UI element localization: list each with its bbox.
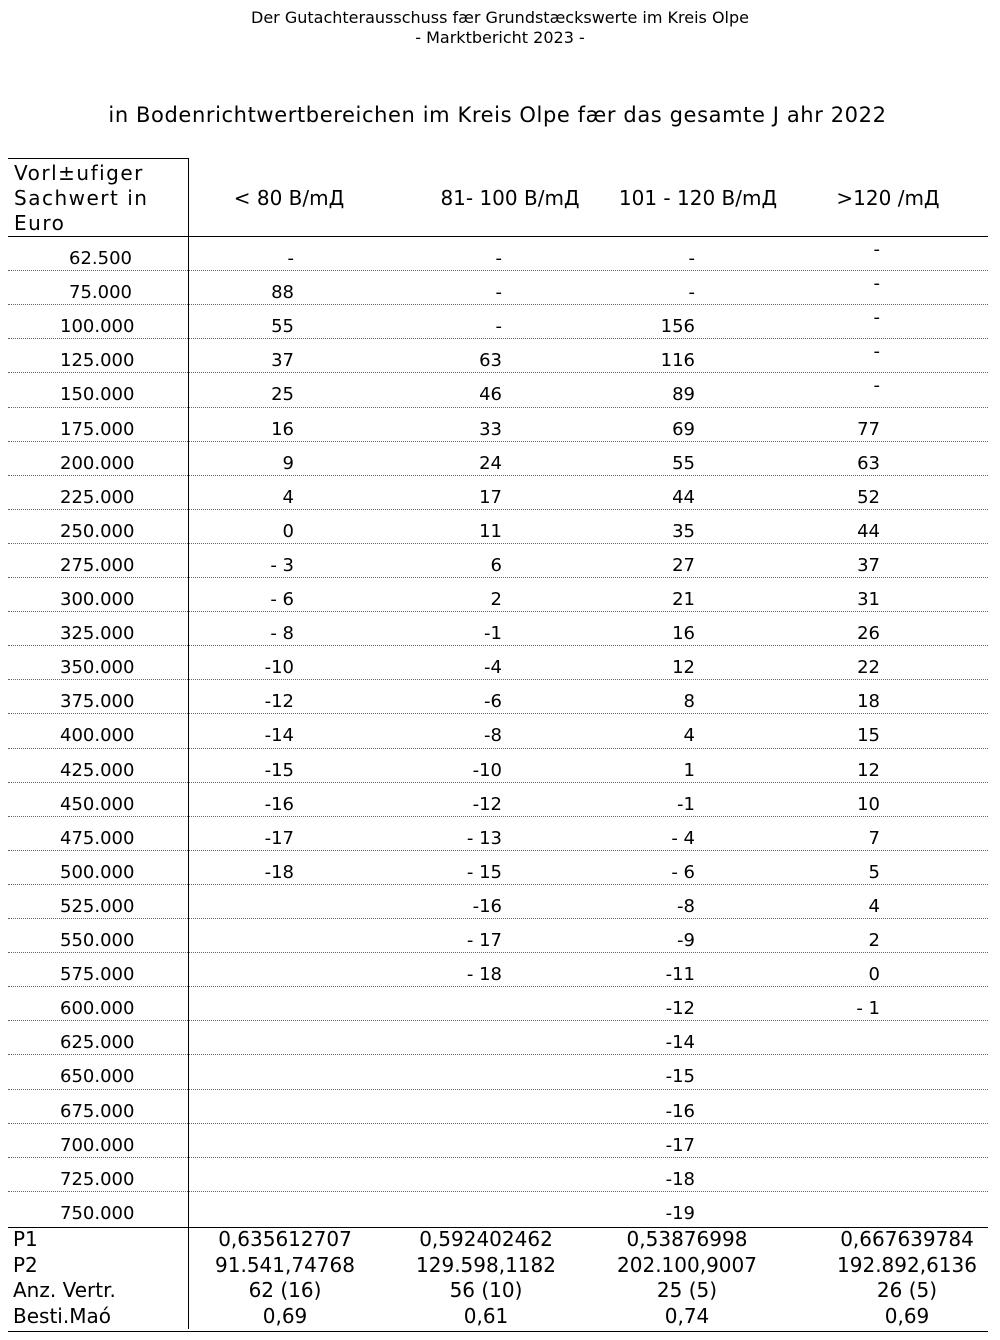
row-separator [8, 918, 988, 919]
row-separator [8, 986, 988, 987]
table-cell: 63 [479, 350, 502, 372]
row-separator [8, 304, 988, 305]
footer-cell: 0,69 [262, 1303, 308, 1328]
table-cell: 24 [479, 452, 502, 474]
row-label: 225.000 [60, 486, 135, 508]
footer-label: P2 [13, 1252, 38, 1277]
table-cell: -16 [264, 793, 294, 815]
table-cell: 18 [857, 691, 880, 713]
table-cell: -12 [665, 998, 695, 1020]
footer-label: Besti.Maó [13, 1303, 111, 1328]
table-cell: 4 [683, 725, 695, 747]
table-cell: 55 [672, 452, 695, 474]
table-cell: 10 [857, 793, 880, 815]
row-separator [8, 407, 988, 408]
row-label: 575.000 [60, 964, 135, 986]
footer-cell: 0,635612707 [218, 1227, 352, 1251]
table-cell: -10 [472, 759, 502, 781]
table-cell: 2 [490, 589, 502, 610]
table-cell: -14 [665, 1032, 695, 1054]
row-label: 500.000 [60, 861, 135, 883]
row-separator [8, 543, 988, 544]
table-cell: -8 [677, 895, 695, 917]
footer-cell: 0,69 [884, 1303, 930, 1328]
table-cell: 12 [672, 657, 695, 679]
table-cell: 4 [868, 895, 880, 917]
row-label: 400.000 [60, 725, 135, 747]
row-label: 250.000 [60, 520, 135, 542]
table-cell: 2 [868, 930, 880, 951]
row-separator [8, 1191, 988, 1192]
table-cell: 6 [490, 554, 502, 576]
row-label: 650.000 [60, 1066, 135, 1088]
table-bottom-border [8, 1331, 988, 1332]
table-cell: - [873, 341, 880, 363]
row-label: 200.000 [60, 452, 135, 474]
table-cell: -11 [665, 964, 695, 986]
row-label: 125.000 [60, 350, 135, 372]
row-label: 750.000 [60, 1202, 135, 1224]
table-cell: 15 [857, 725, 880, 747]
row-label: 150.000 [60, 384, 135, 406]
footer-cell: 202.100,9007 [617, 1252, 757, 1277]
table-cell: 37 [857, 554, 880, 576]
row-label: 62.500 [69, 248, 132, 269]
column-header-lt80: < 80 B/mД [233, 186, 345, 210]
table-cell: 9 [282, 452, 294, 474]
table-cell: 5 [868, 861, 880, 883]
footer-cell: 0,53876998 [626, 1227, 748, 1251]
footer-cell: 0,74 [664, 1303, 710, 1328]
table-cell: -17 [264, 827, 294, 849]
table-cell: - 6 [671, 861, 695, 883]
table-cell: 25 [271, 384, 294, 406]
table-cell: - [873, 375, 880, 397]
table-cell: - [495, 248, 502, 269]
table-cell: -1 [677, 793, 695, 815]
row-label: 425.000 [60, 759, 135, 781]
row-label: 375.000 [60, 691, 135, 713]
row-separator [8, 884, 988, 885]
table-cell: 55 [271, 316, 294, 338]
header-top-border [8, 158, 189, 159]
row-label: 675.000 [60, 1100, 135, 1122]
corner-header [14, 161, 148, 236]
row-separator [8, 372, 988, 373]
table-cell: -12 [472, 793, 502, 815]
row-label: 300.000 [60, 589, 135, 610]
table-cell: - [287, 248, 294, 269]
row-label: 525.000 [60, 895, 135, 917]
table-cell: - [873, 307, 880, 329]
footer-cell: 129.598,1182 [416, 1252, 556, 1277]
row-label: 550.000 [60, 930, 135, 951]
table-cell: -16 [665, 1100, 695, 1122]
row-separator [8, 645, 988, 646]
table-cell: 35 [672, 520, 695, 542]
table-cell: 22 [857, 657, 880, 679]
footer-label: Anz. Vertr. [13, 1278, 116, 1302]
table-cell: 37 [271, 350, 294, 372]
column-divider [188, 158, 189, 1329]
table-cell: -19 [665, 1202, 695, 1224]
row-separator [8, 1157, 988, 1158]
row-separator [8, 475, 988, 476]
table-cell: - 1 [856, 998, 880, 1020]
table-cell: 21 [672, 589, 695, 610]
table-cell: - [873, 239, 880, 260]
footer-cell: 192.892,6136 [837, 1252, 977, 1277]
table-cell: 26 [857, 623, 880, 645]
table-cell: 63 [857, 452, 880, 474]
row-separator [8, 270, 988, 271]
table-cell: -1 [484, 623, 502, 645]
table-cell: - 17 [466, 930, 502, 951]
column-header-81-100: 81- 100 B/mД [440, 186, 580, 210]
table-cell: 46 [479, 384, 502, 406]
table-cell: 44 [857, 520, 880, 542]
row-separator [8, 1020, 988, 1021]
row-separator [8, 611, 988, 612]
footer-cell: 0,61 [463, 1303, 509, 1328]
table-cell: 116 [660, 350, 695, 372]
footer-label: P1 [13, 1227, 38, 1251]
table-cell: 52 [857, 486, 880, 508]
report-header-line-1: Der Gutachterausschuss fær Grundstæckswerte im Kreis Olpe [251, 8, 749, 27]
table-cell: 12 [857, 759, 880, 781]
row-separator [8, 816, 988, 817]
corner-header-line: Vorl±ufiger [14, 161, 144, 185]
table-cell: 0 [868, 964, 880, 986]
table-cell: -15 [665, 1066, 695, 1088]
row-label: 350.000 [60, 657, 135, 679]
table-cell: -18 [264, 861, 294, 883]
table-cell: -15 [264, 759, 294, 781]
footer-cell: 91.541,74768 [215, 1252, 355, 1277]
row-separator [8, 577, 988, 578]
row-label: 175.000 [60, 418, 135, 440]
row-separator [8, 679, 988, 680]
table-cell: 0 [282, 520, 294, 542]
table-cell: - [873, 273, 880, 295]
table-cell: - 18 [466, 964, 502, 986]
row-separator [8, 441, 988, 442]
table-cell: -12 [264, 691, 294, 713]
table-cell: 1 [683, 759, 695, 781]
table-cell: - 6 [270, 589, 294, 610]
table-cell: - 15 [466, 861, 502, 883]
table-cell: - 4 [671, 827, 695, 849]
table-cell: -9 [677, 930, 695, 951]
row-separator [8, 509, 988, 510]
table-cell: 8 [683, 691, 695, 713]
table-cell: -16 [472, 895, 502, 917]
table-cell: 89 [672, 384, 695, 406]
row-separator [8, 1089, 988, 1090]
table-cell: 33 [479, 418, 502, 440]
column-header-gt120: >120 /mД [836, 186, 940, 210]
row-label: 75.000 [69, 282, 132, 304]
row-label: 100.000 [60, 316, 135, 338]
corner-header-line: Sachwert in [14, 186, 149, 210]
table-cell: -17 [665, 1134, 695, 1156]
table-cell: 11 [479, 520, 502, 542]
table-cell: 69 [672, 418, 695, 440]
row-label: 700.000 [60, 1134, 135, 1156]
row-label: 625.000 [60, 1032, 135, 1054]
footer-cell: 62 (16) [248, 1278, 322, 1302]
table-cell: 4 [282, 486, 294, 508]
report-header-line-2: - Marktbericht 2023 - [415, 28, 585, 47]
row-label: 450.000 [60, 793, 135, 815]
table-cell: - 13 [466, 827, 502, 849]
row-separator [8, 782, 988, 783]
row-label: 725.000 [60, 1168, 135, 1190]
table-cell: -6 [484, 691, 502, 713]
table-cell: -8 [484, 725, 502, 747]
table-cell: 16 [271, 418, 294, 440]
table-cell: -10 [264, 657, 294, 679]
footer-cell: 25 (5) [656, 1278, 718, 1302]
table-cell: 88 [271, 282, 294, 304]
row-separator [8, 748, 988, 749]
row-separator [8, 1123, 988, 1124]
table-cell: - [688, 248, 695, 269]
row-label: 325.000 [60, 623, 135, 645]
table-subtitle: in Bodenrichtwertbereichen im Kreis Olpe fær das gesamte J ahr 2022 [108, 103, 887, 127]
table-cell: - 8 [270, 623, 294, 645]
row-separator [8, 1054, 988, 1055]
header-bottom-border [8, 236, 988, 237]
table-cell: -4 [484, 657, 502, 679]
table-cell: -14 [264, 725, 294, 747]
row-separator [8, 850, 988, 851]
footer-cell: 56 (10) [449, 1278, 523, 1302]
table-cell: -18 [665, 1168, 695, 1190]
row-separator [8, 713, 988, 714]
table-cell: 7 [868, 827, 880, 849]
table-cell: 44 [672, 486, 695, 508]
row-separator [8, 952, 988, 953]
table-cell: 16 [672, 623, 695, 645]
table-cell: - 3 [270, 554, 294, 576]
footer-cell: 0,592402462 [419, 1227, 553, 1251]
table-cell: - [495, 282, 502, 304]
table-cell: 17 [479, 486, 502, 508]
table-cell: - [495, 316, 502, 338]
row-label: 275.000 [60, 554, 135, 576]
corner-header-line: Euro [14, 211, 66, 235]
table-cell: 31 [857, 589, 880, 610]
column-header-101-120: 101 - 120 B/mД [618, 186, 778, 210]
table-cell: 27 [672, 554, 695, 576]
footer-cell: 0,667639784 [840, 1227, 974, 1251]
table-cell: 77 [857, 418, 880, 440]
row-label: 600.000 [60, 998, 135, 1020]
table-cell: - [688, 282, 695, 304]
table-cell: 156 [660, 316, 695, 338]
footer-cell: 26 (5) [876, 1278, 938, 1302]
row-label: 475.000 [60, 827, 135, 849]
row-separator [8, 338, 988, 339]
